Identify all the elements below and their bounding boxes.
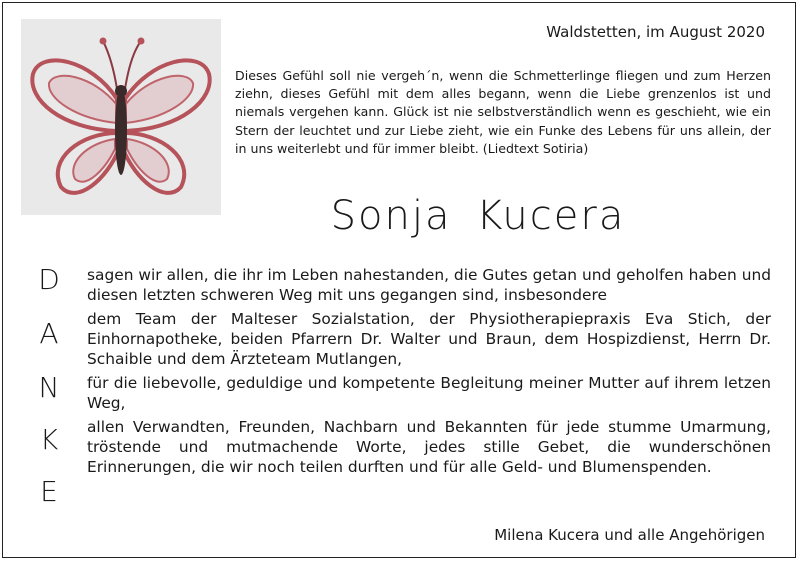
thanks-text xyxy=(87,265,771,481)
place-date: Waldstetten, im August 2020 xyxy=(546,23,765,41)
danke-letter-n: N xyxy=(38,371,60,404)
danke-letter-d: D xyxy=(38,263,60,296)
thanks-paragraph: allen Verwandten, Freunden, Nachbarn und Bekannten für jede stumme Umarmung, tröstende und mutmachende Worte, jedes stille Gebet, die wunderschönen Erinnerungen, die wir noch teilen durften und für alle Geld- und Blumenspenden. xyxy=(87,418,771,476)
butterfly-icon xyxy=(21,19,221,215)
thanks-paragraph: sagen wir allen, die ihr im Leben nahestanden, die Gutes getan und geholfen haben und diesen letzten schweren Weg mit uns gegangen sind, insbesondere xyxy=(87,266,771,304)
obituary-frame xyxy=(2,2,796,558)
deceased-name: Sonja Kucera xyxy=(330,193,626,239)
butterfly-photo xyxy=(21,19,221,215)
danke-letter-k: K xyxy=(39,423,59,456)
signature: Milena Kucera und alle Angehörigen xyxy=(494,526,765,544)
poem-text: Dieses Gefühl soll nie vergeh´n, wenn die Schmetterlinge fliegen und zum Herzen ziehn, dieses Gefühl mit dem alles begann, wenn die Liebe grenzenlos ist und niemals vergehen kann. Glück ist nie selbstverständlich wenn es geschieht, wie ein Stern der leuchtet und zur Liebe zieht, wie ein Funke des Lebens für uns allein, der in uns weiterlebt und für immer bleibt. (Liedtext Sotiria) xyxy=(235,68,771,156)
danke-letter-e: E xyxy=(40,475,58,508)
thanks-paragraph: für die liebevolle, geduldige und kompetente Begleitung meiner Mutter auf ihrem letzen Weg, xyxy=(87,374,771,412)
danke-letter-a: A xyxy=(39,317,59,350)
thanks-paragraph: dem Team der Malteser Sozialstation, der Physiotherapiepraxis Eva Stich, der Einhornapotheke, beiden Pfarrern Dr. Walter und Braun, dem Hospizdienst, Herrn Dr. Schaible und dem Ärzteteam Mutlangen, xyxy=(87,310,771,368)
